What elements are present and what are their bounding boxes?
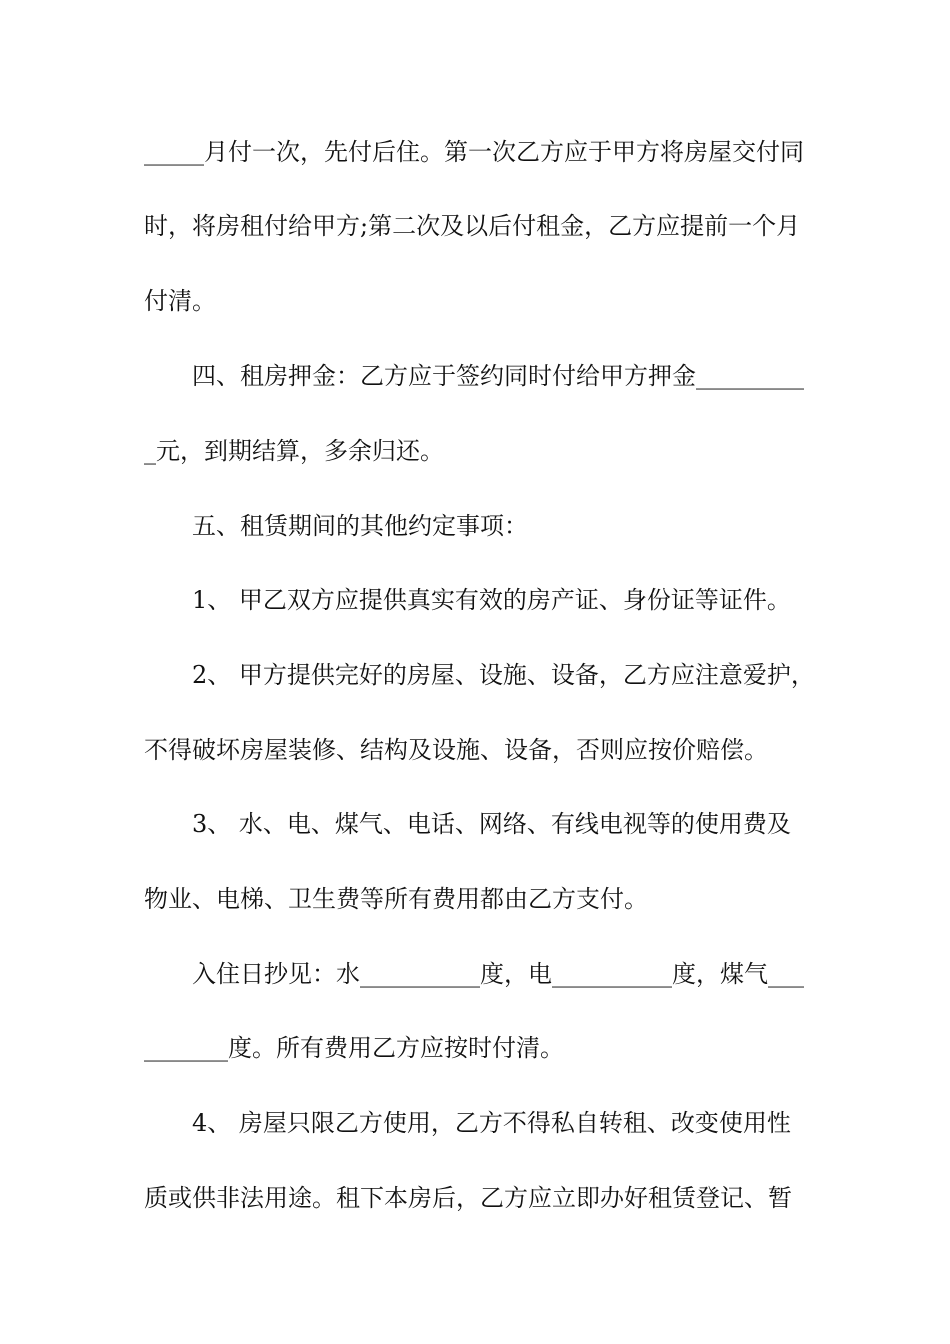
text-line: 1、 甲乙双方应提供真实有效的房产证、身份证等证件。 (192, 586, 791, 614)
text-line: 3、 水、电、煤气、电话、网络、有线电视等的使用费及 (192, 810, 791, 838)
text-line: 四、租房押金：乙方应于签约同时付给甲方押金_________ (192, 362, 804, 390)
text-line: 付清。 (144, 287, 216, 315)
text-line: _______度。所有费用乙方应按时付清。 (144, 1034, 564, 1062)
text-line: _元，到期结算，多余归还。 (144, 437, 444, 465)
text-line: 不得破坏房屋装修、结构及设施、设备，否则应按价赔偿。 (144, 736, 768, 764)
text-line: 入住日抄见：水__________度，电__________度，煤气___ (192, 960, 804, 988)
text-line: 时，将房租付给甲方;第二次及以后付租金，乙方应提前一个月 (144, 212, 801, 240)
text-line: 4、 房屋只限乙方使用，乙方不得私自转租、改变使用性 (192, 1109, 791, 1137)
text-line: _____月付一次，先付后住。第一次乙方应于甲方将房屋交付同 (144, 138, 804, 166)
text-line: 物业、电梯、卫生费等所有费用都由乙方支付。 (144, 885, 648, 913)
text-line: 质或供非法用途。租下本房后，乙方应立即办好租赁登记、暂 (144, 1184, 792, 1212)
text-line: 2、 甲方提供完好的房屋、设施、设备，乙方应注意爱护， (192, 661, 815, 689)
text-line: 五、租赁期间的其他约定事项： (192, 512, 528, 540)
